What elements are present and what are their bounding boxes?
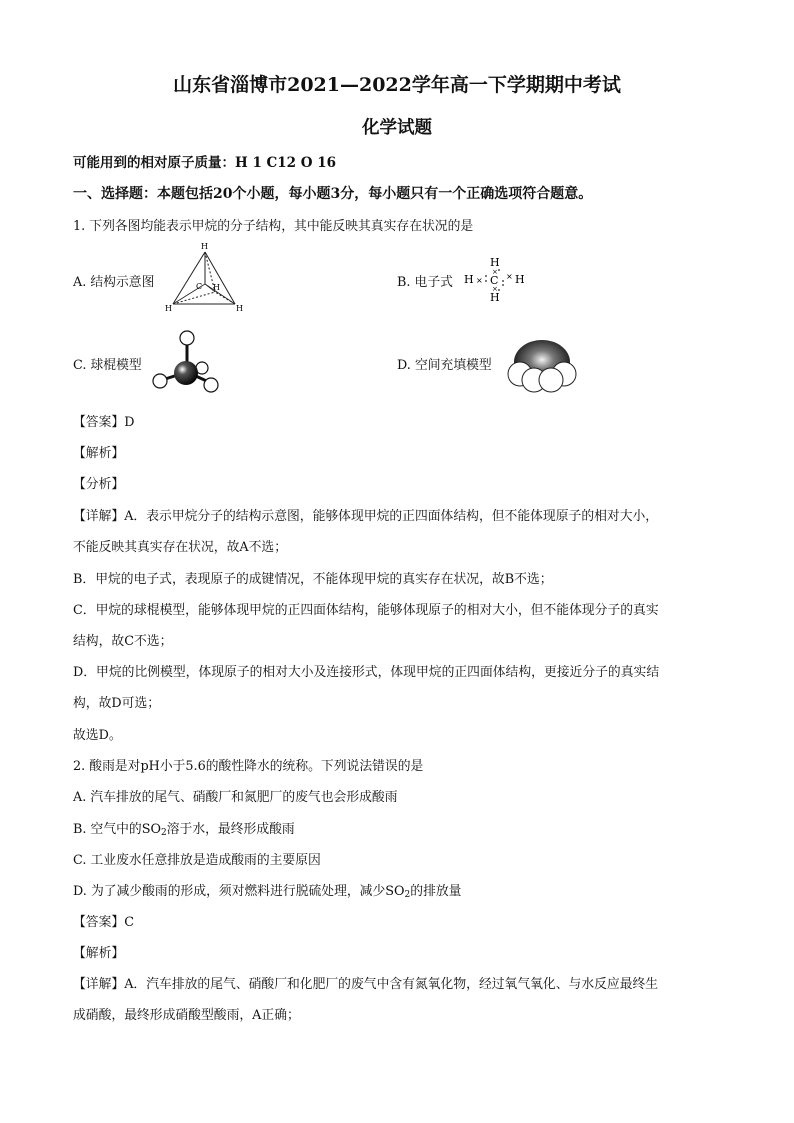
- fig-a-h-top: H: [201, 242, 208, 251]
- atomic-mass-note: 可能用到的相对原子质量：H 1 C12 O 16: [73, 155, 337, 171]
- electron-dot-formula: [462, 254, 532, 304]
- q2-stem: 2. 酸雨是对pH小于5.6的酸性降水的统称。下列说法错误的是: [73, 759, 424, 774]
- fig-b-h-right: H: [515, 273, 525, 286]
- q2-analysis-label: 【解析】: [73, 946, 125, 961]
- space-filling-model: [506, 338, 578, 394]
- q2-option-b: B. 空气中的$SO_2$溶于水，最终形成酸雨: [73, 822, 295, 838]
- q2-option-d: D. 为了减少酸雨的形成，须对燃料进行脱硫处理，减少$SO_2$的排放量: [73, 884, 462, 900]
- q1-option-a: A. 结构示意图: [73, 275, 155, 290]
- q1-stem: 1. 下列各图均能表示甲烷的分子结构，其中能反映其真实存在状况的是: [73, 219, 474, 234]
- fig-b-c: C: [490, 274, 499, 287]
- q1-detail-6: D．甲烷的比例模型，体现原子的相对大小及连接形式，体现甲烷的正四面体结构，更接近分子的真实结: [73, 665, 660, 680]
- q1-analysis-label: 【解析】: [73, 446, 125, 461]
- svg-text:×: ×: [492, 285, 498, 293]
- q1-detail-1: 【详解】A．表示甲烷分子的结构示意图，能够体现甲烷的正四面体结构，但不能体现原子的相对大小，: [73, 509, 659, 524]
- q2-option-c: C. 工业废水任意排放是造成酸雨的主要原因: [73, 853, 321, 868]
- svg-text:×: ×: [492, 268, 498, 276]
- section-heading: 一、选择题：本题包括20个小题，每小题3分，每小题只有一个正确选项符合题意。: [73, 186, 593, 202]
- q1-fenxi-label: 【分析】: [73, 477, 125, 492]
- tetrahedron-structure-diagram: [165, 240, 250, 315]
- q2-detail-2: 成硝酸，最终形成硝酸型酸雨，A正确；: [73, 1008, 300, 1023]
- svg-text:×: ×: [476, 276, 483, 285]
- q1-option-d: D. 空间充填模型: [397, 358, 492, 373]
- q1-answer: 【答案】D: [73, 415, 135, 430]
- q1-conclusion: 故选D。: [73, 728, 122, 743]
- page-title: 山东省淄博市2021—2022学年高一下学期期中考试: [173, 74, 621, 96]
- fig-b-h-left: H: [464, 273, 474, 286]
- svg-text:×: ×: [506, 272, 513, 281]
- ball-and-stick-model: [150, 328, 225, 396]
- q2-detail-1: 【详解】A．汽车排放的尾气、硝酸厂和化肥厂的废气中含有氮氧化物，经过氧气氧化、与水反应最终生: [73, 977, 659, 992]
- q1-detail-5: 结构，故C不选；: [73, 634, 173, 649]
- fig-b-h-top: H: [490, 256, 500, 269]
- q1-option-b: B. 电子式: [397, 275, 453, 290]
- q2-option-a: A. 汽车排放的尾气、硝酸厂和氮肥厂的废气也会形成酸雨: [73, 790, 398, 805]
- q2-answer: 【答案】C: [73, 915, 134, 930]
- fig-a-h-left: H: [165, 304, 172, 313]
- q1-detail-3: B．甲烷的电子式，表现原子的成键情况，不能体现甲烷的真实存在状况，故B不选；: [73, 572, 553, 587]
- q1-detail-2: 不能反映其真实存在状况，故A不选；: [73, 540, 287, 555]
- q1-detail-7: 构，故D可选；: [73, 696, 161, 711]
- page-subtitle: 化学试题: [362, 118, 432, 138]
- fig-a-c: C: [196, 282, 203, 291]
- q1-detail-4: C．甲烷的球棍模型，能够体现甲烷的正四面体结构，能够体现原子的相对大小，但不能体现分子的真实: [73, 603, 659, 618]
- fig-b-h-bottom: H: [490, 291, 500, 304]
- fig-a-h-right: H: [236, 304, 243, 313]
- q1-option-c: C. 球棍模型: [73, 358, 142, 373]
- fig-a-h-inner: H: [213, 283, 220, 292]
